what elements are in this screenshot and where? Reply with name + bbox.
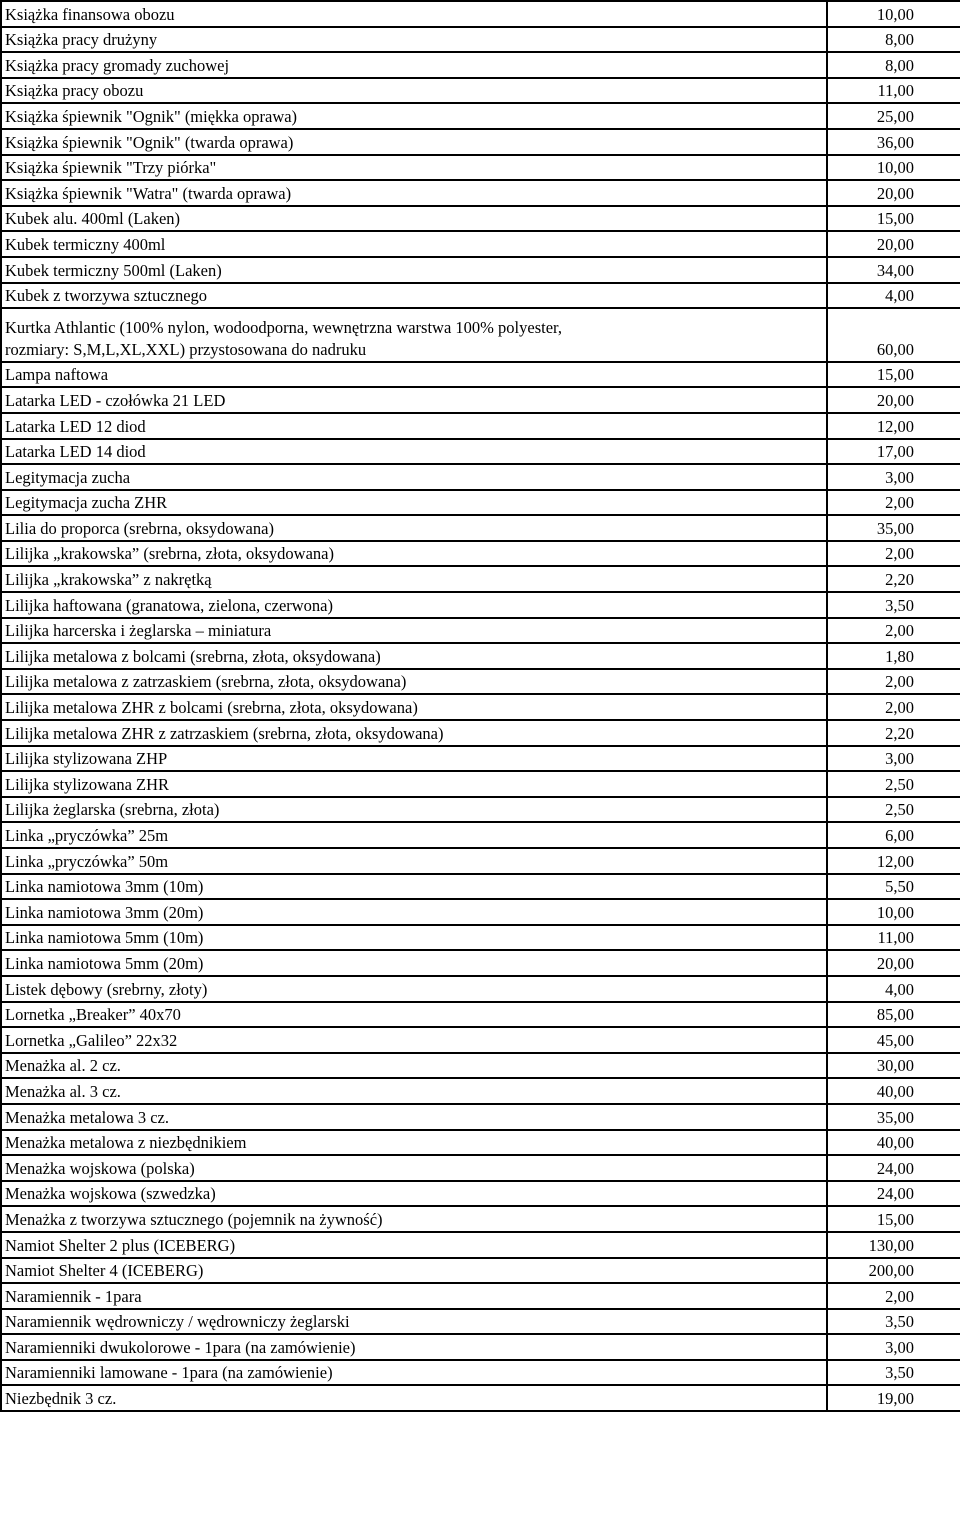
item-price: 17,00 [827, 439, 960, 465]
item-price: 40,00 [827, 1078, 960, 1104]
item-name: Książka pracy drużyny [5, 30, 158, 50]
item-name: Lilia do proporca (srebrna, oksydowana) [5, 518, 274, 538]
item-price: 130,00 [827, 1232, 960, 1258]
item-name: Menażka al. 2 cz. [5, 1056, 121, 1076]
item-name-cell [1, 1155, 827, 1181]
item-name: Kubek alu. 400ml (Laken) [5, 209, 181, 229]
table-row [1, 515, 960, 541]
item-name: Książka finansowa obozu [5, 4, 175, 24]
table-row [1, 27, 960, 53]
item-name: Książka śpiewnik "Watra" (twarda oprawa) [5, 183, 292, 203]
item-price: 3,00 [827, 746, 960, 772]
item-name-cell [1, 180, 827, 206]
item-name: Lilijka „krakowska” (srebrna, złota, oksydowana) [5, 544, 334, 564]
table-row [1, 899, 960, 925]
item-price: 8,00 [827, 52, 960, 78]
item-price: 2,00 [827, 618, 960, 644]
item-name-cell [1, 1309, 827, 1335]
item-name-cell [1, 1104, 827, 1130]
table-row [1, 1027, 960, 1053]
table-row [1, 1206, 960, 1232]
table-row [1, 439, 960, 465]
item-name-cell [1, 129, 827, 155]
item-price: 20,00 [827, 387, 960, 413]
table-row [1, 52, 960, 78]
item-name: Listek dębowy (srebrny, złoty) [5, 979, 208, 999]
table-row [1, 180, 960, 206]
item-name-continuation: rozmiary: S,M,L,XL,XXL) przystosowana do nadruku [5, 339, 367, 359]
item-price: 2,00 [827, 669, 960, 695]
item-name-cell [1, 541, 827, 567]
item-price: 25,00 [827, 103, 960, 129]
table-row [1, 643, 960, 669]
table-row [1, 1078, 960, 1104]
table-row [1, 1002, 960, 1028]
item-name-cell [1, 490, 827, 516]
item-price: 4,00 [827, 976, 960, 1002]
item-price: 12,00 [827, 413, 960, 439]
table-row [1, 592, 960, 618]
item-name: Namiot Shelter 2 plus (ICEBERG) [5, 1235, 236, 1255]
item-name-cell [1, 950, 827, 976]
item-price: 85,00 [827, 1002, 960, 1028]
item-name: Lornetka „Breaker” 40x70 [5, 1005, 181, 1025]
item-name-cell [1, 439, 827, 465]
item-name: Kubek termiczny 400ml [5, 234, 166, 254]
item-price: 15,00 [827, 362, 960, 388]
item-name: Menażka al. 3 cz. [5, 1081, 121, 1101]
item-price: 10,00 [827, 899, 960, 925]
table-row [1, 925, 960, 951]
item-name-cell [1, 1385, 827, 1411]
item-name: Książka pracy obozu [5, 81, 144, 101]
item-price: 20,00 [827, 180, 960, 206]
table-row [1, 1130, 960, 1156]
item-name: Menażka metalowa 3 cz. [5, 1107, 170, 1127]
item-name: Lilijka stylizowana ZHR [5, 774, 170, 794]
item-name-cell [1, 899, 827, 925]
table-row [1, 206, 960, 232]
item-price: 3,00 [827, 464, 960, 490]
item-price: 20,00 [827, 231, 960, 257]
item-name-cell [1, 1206, 827, 1232]
table-row [1, 771, 960, 797]
item-name-cell [1, 746, 827, 772]
item-name: Lornetka „Galileo” 22x32 [5, 1030, 178, 1050]
item-name: Lilijka metalowa ZHR z bolcami (srebrna, złota, oksydowana) [5, 698, 418, 718]
item-price: 3,50 [827, 592, 960, 618]
item-price: 34,00 [827, 257, 960, 283]
item-price: 2,20 [827, 566, 960, 592]
item-name-cell [1, 925, 827, 951]
item-name: Niezbędnik 3 cz. [5, 1389, 117, 1409]
item-name-cell [1, 464, 827, 490]
item-name: Naramienniki dwukolorowe - 1para (na zamówienie) [5, 1337, 356, 1357]
item-price: 2,00 [827, 1283, 960, 1309]
table-row [1, 950, 960, 976]
item-price: 1,80 [827, 643, 960, 669]
item-name: Menażka metalowa z niezbędnikiem [5, 1133, 247, 1153]
item-name-cell [1, 1334, 827, 1360]
item-name: Naramiennik wędrowniczy / wędrowniczy żeglarski [5, 1312, 350, 1332]
item-price: 36,00 [827, 129, 960, 155]
item-price: 8,00 [827, 27, 960, 53]
table-row [1, 1334, 960, 1360]
table-row [1, 103, 960, 129]
table-row [1, 387, 960, 413]
item-price: 24,00 [827, 1155, 960, 1181]
item-name-cell [1, 155, 827, 181]
item-name: Lilijka metalowa z zatrzaskiem (srebrna, złota, oksydowana) [5, 672, 407, 692]
item-name-cell [1, 822, 827, 848]
item-name-cell [1, 1130, 827, 1156]
item-name-cell [1, 283, 827, 309]
table-row [1, 1155, 960, 1181]
item-price: 3,50 [827, 1309, 960, 1335]
table-row [1, 1309, 960, 1335]
item-name: Linka namiotowa 5mm (20m) [5, 953, 204, 973]
item-name: Książka śpiewnik "Ognik" (twarda oprawa) [5, 132, 294, 152]
table-row [1, 362, 960, 388]
table-row [1, 1232, 960, 1258]
item-name: Lilijka żeglarska (srebrna, złota) [5, 800, 220, 820]
item-name: Kubek z tworzywa sztucznego [5, 286, 208, 306]
table-row [1, 1181, 960, 1207]
item-name-cell [1, 1027, 827, 1053]
item-price: 5,50 [827, 874, 960, 900]
table-row [1, 797, 960, 823]
item-name-cell [1, 720, 827, 746]
item-price: 15,00 [827, 1206, 960, 1232]
item-name-cell [1, 257, 827, 283]
item-name: Kubek termiczny 500ml (Laken) [5, 260, 222, 280]
table-row [1, 1, 960, 27]
item-price: 40,00 [827, 1130, 960, 1156]
table-row [1, 720, 960, 746]
item-name: Menażka wojskowa (szwedzka) [5, 1184, 216, 1204]
item-name-cell [1, 1181, 827, 1207]
table-row [1, 566, 960, 592]
item-name-cell [1, 413, 827, 439]
table-row [1, 308, 960, 362]
item-name-cell [1, 566, 827, 592]
table-row [1, 129, 960, 155]
item-name-cell [1, 618, 827, 644]
item-price: 2,00 [827, 694, 960, 720]
item-name: Namiot Shelter 4 (ICEBERG) [5, 1261, 204, 1281]
item-name-cell [1, 1078, 827, 1104]
table-row [1, 1053, 960, 1079]
item-name-cell [1, 694, 827, 720]
item-name: Menażka z tworzywa sztucznego (pojemnik na żywność) [5, 1209, 383, 1229]
table-row [1, 1104, 960, 1130]
table-row [1, 1283, 960, 1309]
item-name-cell [1, 848, 827, 874]
item-name-cell [1, 1, 827, 27]
table-row [1, 618, 960, 644]
item-name-cell [1, 27, 827, 53]
item-name-cell [1, 1360, 827, 1386]
table-row [1, 976, 960, 1002]
item-name-cell [1, 1053, 827, 1079]
item-name-cell [1, 387, 827, 413]
item-name-cell [1, 206, 827, 232]
item-name-cell [1, 515, 827, 541]
item-name: Naramiennik - 1para [5, 1286, 142, 1306]
item-price: 200,00 [827, 1258, 960, 1284]
item-name-cell [1, 231, 827, 257]
table-row [1, 1258, 960, 1284]
item-name-cell [1, 771, 827, 797]
item-price: 12,00 [827, 848, 960, 874]
table-row [1, 231, 960, 257]
item-name: Lampa naftowa [5, 365, 109, 385]
table-row [1, 694, 960, 720]
table-row [1, 490, 960, 516]
item-name-cell [1, 103, 827, 129]
item-price: 2,00 [827, 541, 960, 567]
item-name: Kurtka Athlantic (100% nylon, wodoodporna, wewnętrzna warstwa 100% polyester, [5, 317, 562, 337]
item-price: 2,00 [827, 490, 960, 516]
item-price: 24,00 [827, 1181, 960, 1207]
item-price: 2,50 [827, 771, 960, 797]
table-row [1, 848, 960, 874]
item-price: 2,50 [827, 797, 960, 823]
item-name: Linka namiotowa 3mm (10m) [5, 877, 204, 897]
item-price: 3,50 [827, 1360, 960, 1386]
item-price: 11,00 [827, 78, 960, 104]
item-price: 10,00 [827, 1, 960, 27]
item-name: Linka „pryczówka” 25m [5, 826, 169, 845]
item-name-cell [1, 1258, 827, 1284]
table-row [1, 257, 960, 283]
item-name: Legitymacja zucha ZHR [5, 493, 168, 513]
item-name-cell [1, 1283, 827, 1309]
item-price: 15,00 [827, 206, 960, 232]
item-name: Linka „pryczówka” 50m [5, 851, 169, 871]
item-name-cell [1, 874, 827, 900]
item-price: 30,00 [827, 1053, 960, 1079]
item-name-cell [1, 643, 827, 669]
item-price: 2,20 [827, 720, 960, 746]
table-row [1, 541, 960, 567]
item-name: Linka namiotowa 5mm (10m) [5, 928, 204, 948]
item-price: 10,00 [827, 155, 960, 181]
item-name: Latarka LED 12 diod [5, 416, 146, 436]
item-price: 11,00 [827, 925, 960, 951]
item-name: Latarka LED - czołówka 21 LED [5, 390, 226, 410]
item-name: Lilijka stylizowana ZHP [5, 749, 168, 769]
item-name: Legitymacja zucha [5, 467, 131, 487]
item-name-cell [1, 797, 827, 823]
item-name: Lilijka metalowa ZHR z zatrzaskiem (srebrna, złota, oksydowana) [5, 723, 444, 743]
item-name-cell [1, 362, 827, 388]
item-price: 60,00 [827, 308, 960, 362]
item-name-cell [1, 78, 827, 104]
table-row [1, 746, 960, 772]
item-price: 35,00 [827, 515, 960, 541]
item-name-cell [1, 308, 827, 362]
table-row [1, 283, 960, 309]
item-name-cell [1, 1232, 827, 1258]
item-name: Książka śpiewnik "Ognik" (miękka oprawa) [5, 106, 298, 126]
item-name-cell [1, 669, 827, 695]
item-name: Lilijka metalowa z bolcami (srebrna, złota, oksydowana) [5, 646, 381, 666]
table-row [1, 155, 960, 181]
table-row [1, 78, 960, 104]
item-name: Menażka wojskowa (polska) [5, 1158, 195, 1178]
table-row [1, 1360, 960, 1386]
table-row [1, 874, 960, 900]
item-price: 4,00 [827, 283, 960, 309]
item-price: 20,00 [827, 950, 960, 976]
item-name: Lilijka harcerska i żeglarska – miniatura [5, 621, 272, 641]
item-name: Lilijka „krakowska” z nakrętką [5, 570, 212, 590]
table-row [1, 413, 960, 439]
item-name-cell [1, 976, 827, 1002]
item-name: Linka namiotowa 3mm (20m) [5, 902, 204, 922]
item-price: 6,00 [827, 822, 960, 848]
item-price: 45,00 [827, 1027, 960, 1053]
item-name-cell [1, 52, 827, 78]
item-name: Lilijka haftowana (granatowa, zielona, czerwona) [5, 595, 334, 615]
item-price: 35,00 [827, 1104, 960, 1130]
table-row [1, 1385, 960, 1411]
table-row [1, 464, 960, 490]
item-price: 19,00 [827, 1385, 960, 1411]
item-price: 3,00 [827, 1334, 960, 1360]
item-name-cell [1, 592, 827, 618]
price-list-body [1, 1, 960, 1411]
item-name-cell [1, 1002, 827, 1028]
item-name: Latarka LED 14 diod [5, 442, 146, 462]
item-name: Książka pracy gromady zuchowej [5, 55, 230, 75]
item-name: Naramienniki lamowane - 1para (na zamówienie) [5, 1363, 333, 1383]
item-name: Książka śpiewnik "Trzy piórka" [5, 158, 217, 178]
table-row [1, 822, 960, 848]
table-row [1, 669, 960, 695]
